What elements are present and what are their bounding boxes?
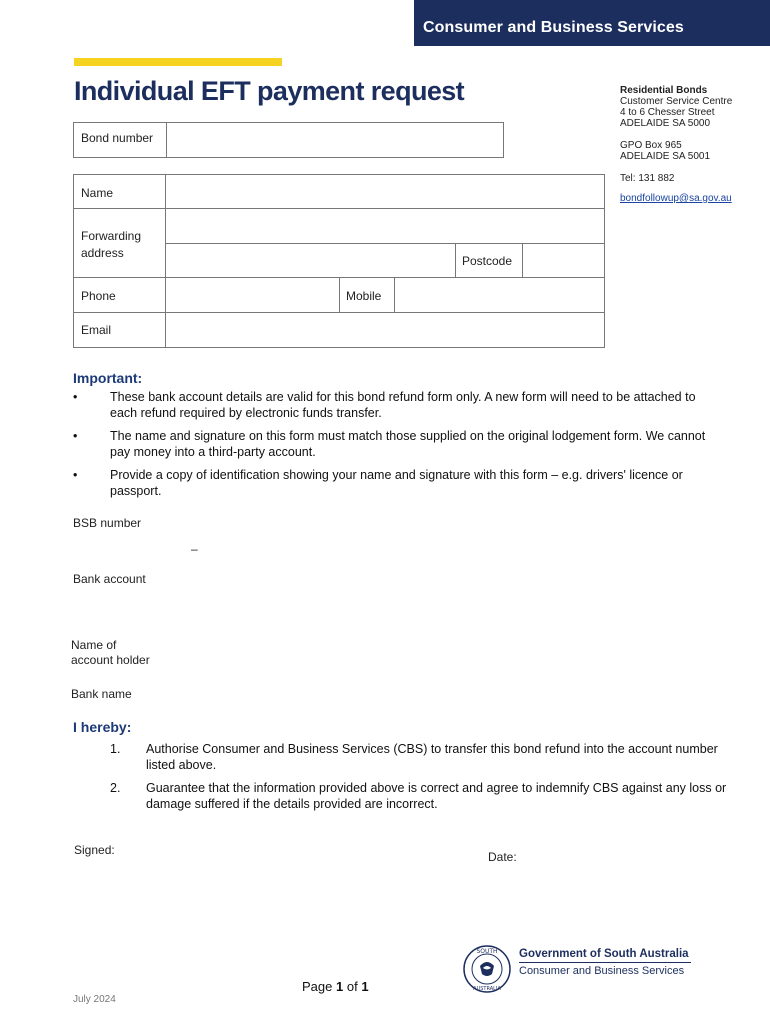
gov-logo-line1: Government of South Australia <box>519 948 689 960</box>
postcode-label: Postcode <box>462 254 513 268</box>
bond-number-input[interactable] <box>167 123 503 157</box>
date-label: Date: <box>488 850 517 864</box>
contact-line: ADELAIDE SA 5001 <box>620 151 711 162</box>
page-title: Individual EFT payment request <box>74 76 465 106</box>
date-field[interactable] <box>525 845 695 871</box>
name-input[interactable] <box>166 175 604 208</box>
bank-name-label: Bank name <box>71 687 132 701</box>
email-label: Email <box>81 323 112 337</box>
yellow-accent-bar <box>74 58 282 66</box>
contact-block <box>620 85 770 204</box>
list-item: 1. Authorise Consumer and Business Services (CBS) to transfer this bond refund into the account number listed above. <box>110 742 718 772</box>
seal-top-text: SOUTH <box>476 948 498 955</box>
signature-field[interactable] <box>125 838 455 878</box>
forwarding-address-input-line1[interactable] <box>166 209 604 243</box>
list-item: • These bank account details are valid for this bond refund form only. A new form will need to be attached to each refund required by electronic funds transfer. <box>73 390 696 420</box>
government-logo <box>462 944 694 996</box>
bank-account-label: Bank account <box>73 572 146 586</box>
name-label: Name <box>81 186 114 200</box>
account-holder-input[interactable] <box>165 638 605 668</box>
contact-tel: Tel: 131 882 <box>620 173 675 184</box>
list-item: • Provide a copy of identification showing your name and signature with this form – e.g. drivers' licence or passport. <box>73 468 683 498</box>
contact-line: 4 to 6 Chesser Street <box>620 107 715 118</box>
email-input[interactable] <box>166 313 604 347</box>
bsb-dash: – <box>191 542 198 556</box>
contact-email-link[interactable]: bondfollowup@sa.gov.au <box>620 193 732 204</box>
contact-line: ADELAIDE SA 5000 <box>620 118 711 129</box>
signed-label: Signed: <box>74 843 115 857</box>
bsb-label: BSB number <box>73 516 142 530</box>
bond-number-label: Bond number <box>81 131 154 145</box>
piping-shrike-seal-icon <box>462 944 512 994</box>
contact-heading: Residential Bonds <box>620 85 708 96</box>
contact-line: Customer Service Centre <box>620 96 733 107</box>
seal-bottom-text: AUSTRALIA <box>473 986 501 992</box>
header-band <box>414 0 770 46</box>
forwarding-address-label: Forwarding address <box>81 229 142 260</box>
bank-account-input[interactable] <box>73 592 605 620</box>
forwarding-address-input-line2[interactable] <box>166 244 455 277</box>
phone-input[interactable] <box>166 278 339 312</box>
mobile-label: Mobile <box>346 289 382 303</box>
gov-logo-line2: Consumer and Business Services <box>519 965 685 977</box>
hereby-list <box>73 742 733 820</box>
bank-name-input[interactable] <box>165 682 605 708</box>
page-number: Page 1 of 1 <box>302 979 369 994</box>
important-list <box>73 390 723 507</box>
postcode-input[interactable] <box>523 244 604 277</box>
bsb-input[interactable] <box>73 536 333 560</box>
account-holder-label: Name of account holder <box>71 638 150 667</box>
phone-label: Phone <box>81 289 116 303</box>
footer-date: July 2024 <box>73 994 116 1005</box>
header-agency: Consumer and Business Services <box>423 19 684 36</box>
mobile-input[interactable] <box>395 278 604 312</box>
hereby-heading: I hereby: <box>73 719 132 735</box>
contact-line: GPO Box 965 <box>620 140 682 151</box>
list-item: 2. Guarantee that the information provided above is correct and agree to indemnify CBS against any loss or damage suffered if the details provided are incorrect. <box>110 781 727 811</box>
important-heading: Important: <box>73 370 143 386</box>
list-item: • The name and signature on this form must match those supplied on the original lodgement form. We cannot pay money into a third-party account. <box>73 429 706 459</box>
